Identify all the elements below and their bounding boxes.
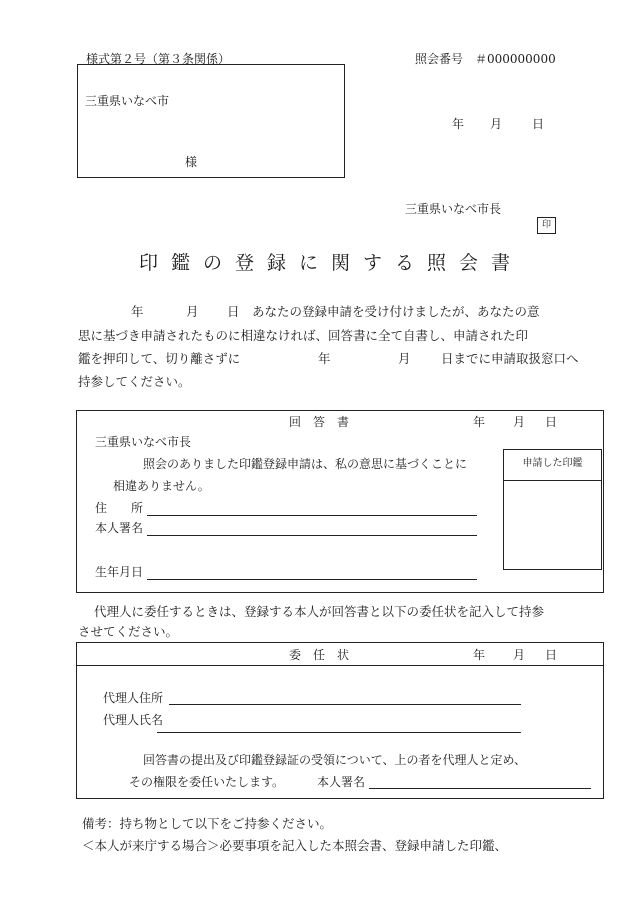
intro-deadline-year: 年 (318, 351, 331, 366)
intro-deadline-month: 月 (398, 351, 411, 366)
delegation-agent-name-line[interactable] (157, 732, 521, 733)
address-honorific: 様 (185, 155, 198, 169)
top-date-month: 月 (490, 117, 503, 131)
answer-section (76, 410, 604, 593)
delegation-year: 年 (473, 648, 486, 662)
delegation-text-2: その権限を委任いたします。 (129, 775, 285, 789)
delegation-title: 委 任 状 (289, 648, 350, 662)
answer-birth-label: 生年月日 (95, 565, 144, 579)
answer-day: 日 (545, 415, 558, 429)
intro-line1: 日 あなたの登録申請を受け付けましたが、あなたの意 (227, 304, 540, 319)
delegation-signature-line[interactable] (369, 788, 591, 789)
document-title: 印鑑の登録に関する照会書 (139, 252, 524, 274)
intro-line3: 鑑を押印して、切り離さずに (78, 351, 241, 366)
answer-statement-1: 照会のありました印鑑登録申請は、私の意思に基づくことに (143, 457, 468, 471)
delegation-header-divider (77, 665, 603, 666)
answer-statement-2: 相違ありません。 (113, 479, 210, 493)
delegation-day: 日 (545, 648, 558, 662)
address-city: 三重県いなべ市 (85, 94, 170, 108)
delegation-agent-name-label: 代理人氏名 (103, 713, 164, 727)
delegation-text-1: 回答書の提出及び印鑑登録証の受領について、上の者を代理人と定め、 (143, 753, 527, 767)
seal-box-label: 申請した印鑑 (504, 450, 601, 481)
answer-signature-label: 本人署名 (95, 521, 144, 535)
delegation-agent-address-label: 代理人住所 (103, 691, 164, 705)
form-number: 様式第２号（第３条関係） (86, 52, 231, 66)
answer-address-line[interactable] (147, 515, 477, 516)
seal-box[interactable] (503, 449, 602, 570)
official-seal-mark: 印 (537, 217, 556, 234)
issuer-mayor: 三重県いなべ市長 (405, 202, 502, 216)
intro-year: 年 (131, 304, 144, 319)
remarks-line2: ＜本人が来庁する場合＞必要事項を記入した本照会書、登録申請した印鑑、 (82, 838, 508, 853)
answer-year: 年 (473, 415, 486, 429)
inquiry-number: 照会番号 ＃000000000 (415, 52, 556, 66)
intro-month: 月 (186, 304, 199, 319)
answer-addressee: 三重県いなべ市長 (95, 435, 192, 449)
answer-title: 回 答 書 (289, 415, 350, 429)
intro-line2: 思に基づき申請されたものに相違なければ、回答書に全て自書し、申請された印 (78, 328, 529, 343)
proxy-note-line1: 代理人に委任するときは、登録する本人が回答書と以下の委任状を記入して持参 (94, 604, 545, 619)
delegation-month: 月 (513, 648, 526, 662)
answer-signature-line[interactable] (147, 535, 477, 536)
intro-line3-end: 日までに申請取扱窓口へ (441, 351, 579, 366)
answer-month: 月 (513, 415, 526, 429)
intro-line4: 持参してください。 (78, 374, 191, 389)
answer-birth-line[interactable] (147, 579, 477, 580)
proxy-note-line2: させてください。 (78, 624, 179, 639)
top-date-day: 日 (532, 117, 545, 131)
top-date-year: 年 (452, 117, 465, 131)
address-box (77, 64, 345, 178)
delegation-signature-label: 本人署名 (317, 775, 366, 789)
answer-address-label: 住 所 (95, 501, 144, 515)
remarks-line1: 備考：持ち物として以下をご持参ください。 (82, 816, 333, 831)
delegation-agent-address-line[interactable] (169, 704, 521, 705)
delegation-section (76, 642, 604, 799)
